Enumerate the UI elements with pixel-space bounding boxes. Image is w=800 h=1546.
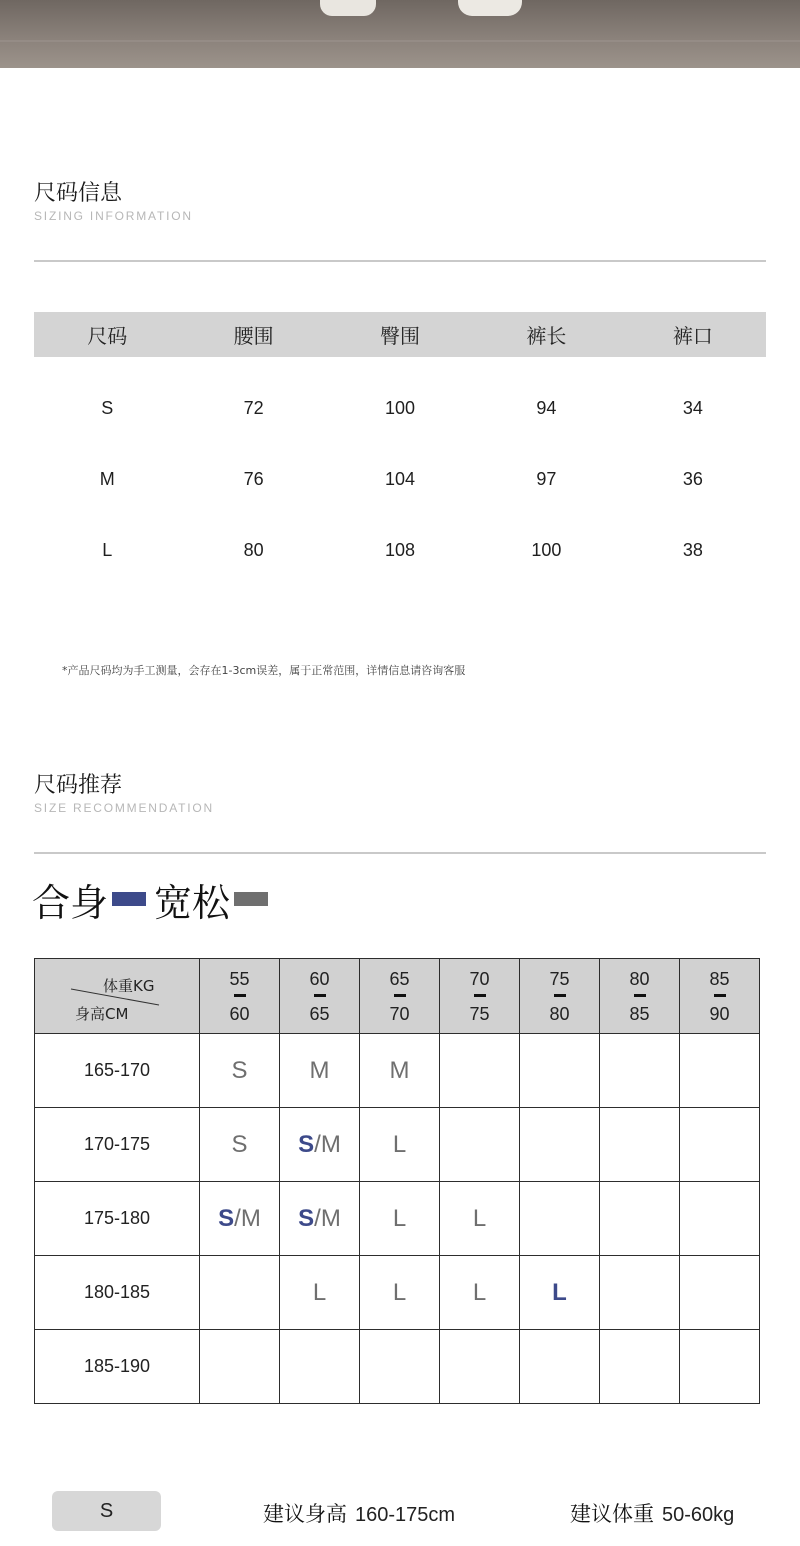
suggested-weight-label: 建议体重 — [570, 1502, 654, 1526]
recommend-subtitle: SIZE RECOMMENDATION — [34, 801, 214, 815]
size-recommendation-cell — [680, 1182, 760, 1256]
fit-label: 合身 — [32, 880, 109, 925]
recommend-divider — [34, 852, 766, 854]
hem-cell: 34 — [682, 398, 703, 418]
size-recommendation-cell — [360, 1034, 440, 1108]
weight-min: 75 — [549, 968, 570, 989]
hip-cell: 100 — [384, 398, 416, 418]
weight-max: 85 — [629, 1003, 650, 1024]
size-recommendation-cell — [280, 1034, 360, 1108]
weight-max: 70 — [389, 1003, 410, 1024]
weight-max: 90 — [709, 1003, 730, 1024]
weight-range-header — [520, 959, 600, 1034]
recommended-size: M — [389, 1056, 410, 1084]
size-cell: L — [102, 540, 113, 560]
range-dash — [714, 994, 726, 997]
table-row — [35, 1256, 760, 1330]
weight-header-row — [35, 959, 760, 1034]
fit-size: S — [298, 1130, 315, 1158]
header-hip: 臀围 — [380, 324, 421, 348]
size-recommendation-cell — [280, 1330, 360, 1404]
size-recommendation-cell — [280, 1182, 360, 1256]
left-shoe — [320, 0, 376, 16]
weight-axis-label: 体重KG — [103, 977, 155, 995]
recommendation-table — [34, 958, 760, 1404]
recommended-size: L — [552, 1278, 567, 1306]
size-recommendation-cell — [200, 1108, 280, 1182]
size-cell: M — [99, 469, 115, 489]
hip-cell: 104 — [384, 469, 416, 489]
fit-legend — [32, 874, 276, 924]
recommended-size: L — [312, 1278, 327, 1306]
size-recommendation-cell — [600, 1182, 680, 1256]
recommended-size: S — [231, 1130, 248, 1158]
recommended-size: L — [472, 1204, 487, 1232]
height-range-cell: 165-170 — [35, 1034, 200, 1108]
size-recommendation-cell — [200, 1256, 280, 1330]
hip-cell: 108 — [384, 540, 416, 560]
sizing-title: 尺码信息 — [34, 181, 123, 206]
size-recommendation-cell — [280, 1256, 360, 1330]
product-photo — [0, 0, 800, 68]
size-recommendation-cell — [280, 1108, 360, 1182]
header-waist: 腰围 — [233, 324, 274, 348]
table-row — [34, 444, 766, 515]
recommended-size: M — [309, 1056, 330, 1084]
suggested-weight — [570, 1498, 734, 1528]
size-recommendation-cell — [200, 1182, 280, 1256]
suggested-height-label: 建议身高 — [263, 1502, 347, 1526]
recommended-size: L — [392, 1204, 407, 1232]
waist-cell: 80 — [243, 540, 264, 560]
table-row — [34, 373, 766, 444]
size-recommendation-cell — [680, 1330, 760, 1404]
size-recommendation-cell — [600, 1330, 680, 1404]
range-dash — [634, 994, 646, 997]
weight-max: 65 — [309, 1003, 330, 1024]
size-recommendation-cell — [680, 1256, 760, 1330]
corner-header — [35, 959, 200, 1034]
weight-max: 60 — [229, 1003, 250, 1024]
table-row — [35, 1182, 760, 1256]
size-recommendation-cell — [440, 1330, 520, 1404]
waist-cell: 76 — [243, 469, 264, 489]
range-dash — [474, 994, 486, 997]
sizing-subtitle: SIZING INFORMATION — [34, 209, 193, 223]
fit-size: S — [298, 1204, 315, 1232]
size-recommendation-cell — [520, 1330, 600, 1404]
size-recommendation-cell — [600, 1256, 680, 1330]
length-cell: 97 — [536, 469, 557, 489]
loose-size: /M — [314, 1130, 341, 1158]
size-recommendation-cell — [200, 1034, 280, 1108]
weight-min: 70 — [469, 968, 490, 989]
floor-line — [0, 40, 800, 42]
length-cell: 94 — [536, 398, 557, 418]
sizing-note: *产品尺码均为手工测量，会存在1-3cm误差，属于正常范围，详情信息请咨询客服 — [62, 664, 466, 677]
range-dash — [314, 994, 326, 997]
loose-swatch — [234, 892, 268, 906]
weight-range-header — [680, 959, 760, 1034]
table-row — [35, 1108, 760, 1182]
weight-range-header — [200, 959, 280, 1034]
suggested-height-value: 160-175cm — [355, 1504, 456, 1526]
size-recommendation-cell — [360, 1182, 440, 1256]
height-range-cell: 185-190 — [35, 1330, 200, 1404]
recommended-size: L — [392, 1130, 407, 1158]
size-recommendation-cell — [360, 1256, 440, 1330]
weight-range-header — [280, 959, 360, 1034]
waist-cell: 72 — [243, 398, 264, 418]
size-recommendation-cell — [440, 1256, 520, 1330]
suggested-weight-value: 50-60kg — [662, 1504, 735, 1526]
height-range-cell: 170-175 — [35, 1108, 200, 1182]
weight-min: 55 — [229, 968, 250, 989]
size-recommendation-cell — [360, 1108, 440, 1182]
size-recommendation-cell — [520, 1256, 600, 1330]
size-recommendation-cell — [680, 1108, 760, 1182]
header-size: 尺码 — [87, 324, 128, 348]
size-recommendation-cell — [200, 1330, 280, 1404]
sizing-body — [34, 357, 766, 586]
sizing-divider — [34, 260, 766, 262]
size-recommendation-cell — [520, 1034, 600, 1108]
size-recommendation-cell — [600, 1108, 680, 1182]
size-s-button[interactable]: S — [52, 1491, 161, 1531]
loose-label: 宽松 — [154, 880, 231, 925]
size-recommendation-cell — [440, 1108, 520, 1182]
sizing-header-row — [34, 312, 766, 357]
recommend-title: 尺码推荐 — [34, 773, 123, 798]
size-recommendation-cell — [440, 1182, 520, 1256]
height-axis-label: 身高CM — [75, 1005, 129, 1023]
recommended-size: L — [392, 1278, 407, 1306]
weight-range-header — [600, 959, 680, 1034]
weight-max: 75 — [469, 1003, 490, 1024]
height-range-cell: 175-180 — [35, 1182, 200, 1256]
sizing-table — [34, 312, 766, 586]
height-range-cell: 180-185 — [35, 1256, 200, 1330]
size-recommendation-cell — [360, 1330, 440, 1404]
size-recommendation-cell — [440, 1034, 520, 1108]
size-recommendation-cell — [520, 1182, 600, 1256]
table-row — [34, 515, 766, 586]
table-row — [35, 1330, 760, 1404]
recommendation-body — [35, 1034, 760, 1404]
range-dash — [394, 994, 406, 997]
size-cell: S — [101, 398, 114, 418]
right-shoe — [458, 0, 522, 16]
hem-cell: 38 — [682, 540, 703, 560]
suggested-height — [263, 1498, 455, 1528]
recommended-size: L — [472, 1278, 487, 1306]
size-recommendation-cell — [680, 1034, 760, 1108]
length-cell: 100 — [531, 540, 562, 560]
fit-swatch — [112, 892, 146, 906]
size-recommendation-cell — [600, 1034, 680, 1108]
loose-size: /M — [314, 1204, 341, 1232]
fit-size: S — [218, 1204, 235, 1232]
table-row — [35, 1034, 760, 1108]
recommended-size: S — [231, 1056, 248, 1084]
range-dash — [234, 994, 246, 997]
weight-max: 80 — [549, 1003, 570, 1024]
weight-min: 80 — [629, 968, 650, 989]
hem-cell: 36 — [682, 469, 703, 489]
range-dash — [554, 994, 566, 997]
header-length: 裤长 — [526, 324, 567, 348]
weight-min: 60 — [309, 968, 330, 989]
header-hem: 裤口 — [672, 324, 713, 348]
size-recommendation-cell — [520, 1108, 600, 1182]
weight-range-header — [360, 959, 440, 1034]
weight-min: 65 — [389, 968, 410, 989]
loose-size: /M — [234, 1204, 261, 1232]
weight-min: 85 — [709, 968, 730, 989]
weight-range-header — [440, 959, 520, 1034]
